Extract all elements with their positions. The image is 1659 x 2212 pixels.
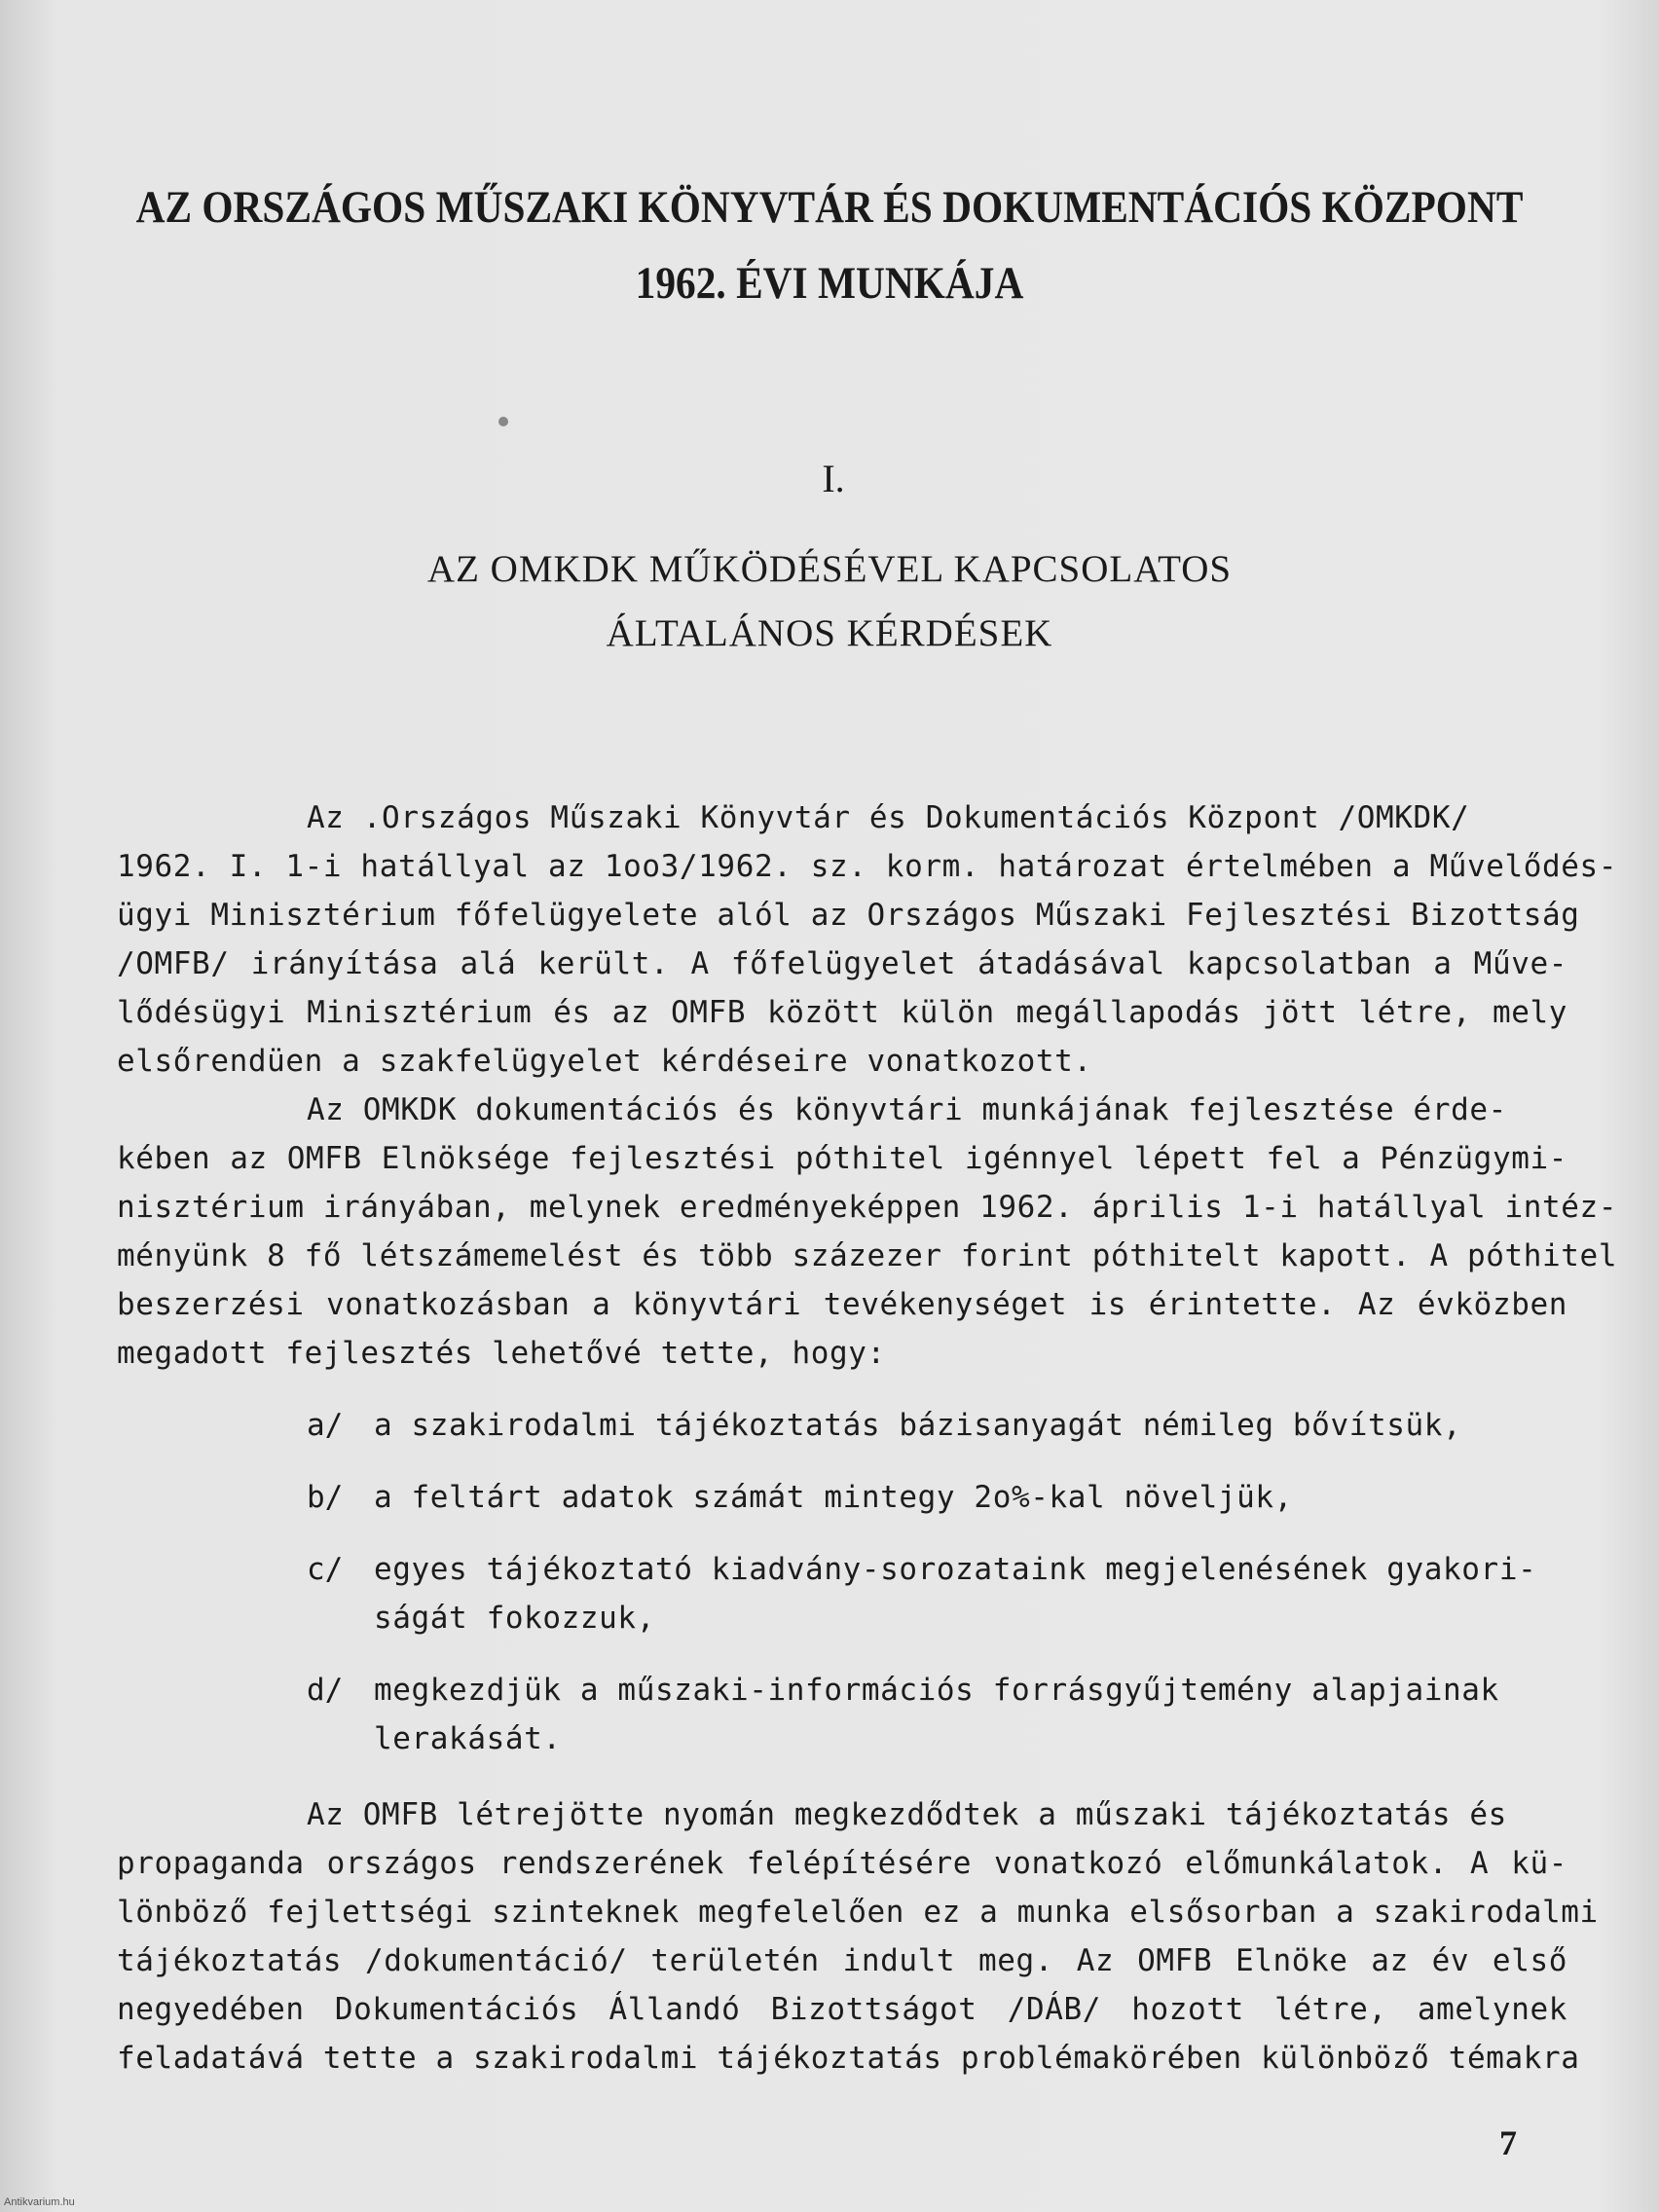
- ink-speck: [498, 417, 508, 426]
- page-number: 7: [1499, 2123, 1517, 2162]
- document-title-line-2: 1962. ÉVI MUNKÁJA: [635, 258, 1024, 309]
- paragraph-2-line: ményünk 8 fő létszámemelést és több százezer forint póthitelt kapott. A póthitel: [117, 1238, 1618, 1273]
- paragraph-3-line: propaganda országos rendszerének felépítésére vonatkozó előmunkálatok. A kü-: [117, 1846, 1567, 1881]
- paragraph-1-line: lődésügyi Minisztérium és az OMFB között külön megállapodás jött létre, mely: [117, 995, 1567, 1030]
- paragraph-3-line: feladatává tette a szakirodalmi tájékoztatás problémakörében különböző témakra: [117, 2041, 1580, 2076]
- paragraph-1-line: /OMFB/ irányítása alá került. A főfelügyelet átadásával kapcsolatban a Műve-: [117, 946, 1567, 981]
- list-marker: d/: [307, 1673, 344, 1708]
- watermark: Antikvarium.hu: [4, 2196, 75, 2208]
- list-item-line: ságát fokozzuk,: [374, 1601, 655, 1636]
- list-marker: b/: [307, 1480, 344, 1515]
- paragraph-1-line: Az .Országos Műszaki Könyvtár és Dokumentációs Központ /OMKDK/: [307, 800, 1470, 835]
- list-marker: c/: [307, 1552, 344, 1587]
- paragraph-2-line: kében az OMFB Elnöksége fejlesztési póthitel igénnyel lépett fel a Pénzügymi-: [117, 1141, 1567, 1176]
- paragraph-1-line: 1962. I. 1-i hatállyal az 1oo3/1962. sz. korm. határozat értelmében a Művelődés-: [117, 849, 1618, 884]
- paragraph-2-line: Az OMKDK dokumentációs és könyvtári munkájának fejlesztése érde-: [307, 1092, 1507, 1127]
- paragraph-2-line: megadott fejlesztés lehetővé tette, hogy:: [117, 1336, 886, 1371]
- list-item-line: egyes tájékoztató kiadvány-sorozataink megjelenésének gyakori-: [374, 1552, 1537, 1587]
- list-item-line: a szakirodalmi tájékoztatás bázisanyagát némileg bővítsük,: [374, 1408, 1462, 1443]
- paragraph-1-line: elsőrendüen a szakfelügyelet kérdéseire vonatkozott.: [117, 1044, 1092, 1079]
- list-marker: a/: [307, 1408, 344, 1443]
- paragraph-3-line: negyedében Dokumentációs Állandó Bizottságot /DÁB/ hozott létre, amelynek: [117, 1992, 1567, 2027]
- paragraph-2-line: nisztérium irányában, melynek eredményeképpen 1962. április 1-i hatállyal intéz-: [117, 1190, 1618, 1225]
- section-title-line-2: ÁLTALÁNOS KÉRDÉSEK: [606, 612, 1053, 654]
- paragraph-3-line: tájékoztatás /dokumentáció/ területén indult meg. Az OMFB Elnöke az év első: [117, 1943, 1567, 1978]
- document-title-line-1: AZ ORSZÁGOS MŰSZAKI KÖNYVTÁR ÉS DOKUMENTÁCIÓS KÖZPONT: [135, 182, 1524, 233]
- paragraph-3-line: Az OMFB létrejötte nyomán megkezdődtek a műszaki tájékoztatás és: [307, 1797, 1507, 1832]
- list-item-line: a feltárt adatok számát mintegy 2o%-kal növeljük,: [374, 1480, 1293, 1515]
- section-number: I.: [822, 457, 845, 500]
- paragraph-1-line: ügyi Minisztérium főfelügyelete alól az Országos Műszaki Fejlesztési Bizottság: [117, 898, 1580, 933]
- list-item-line: lerakását.: [374, 1721, 562, 1756]
- section-title-line-1: AZ OMKDK MŰKÖDÉSÉVEL KAPCSOLATOS: [426, 548, 1233, 590]
- list-item-line: megkezdjük a műszaki-információs forrásgyűjtemény alapjainak: [374, 1673, 1499, 1708]
- paragraph-2-line: beszerzési vonatkozásban a könyvtári tevékenységet is érintette. Az évközben: [117, 1287, 1567, 1322]
- paragraph-3-line: lönböző fejlettségi szinteknek megfelelően ez a munka elsősorban a szakirodalmi: [117, 1895, 1599, 1930]
